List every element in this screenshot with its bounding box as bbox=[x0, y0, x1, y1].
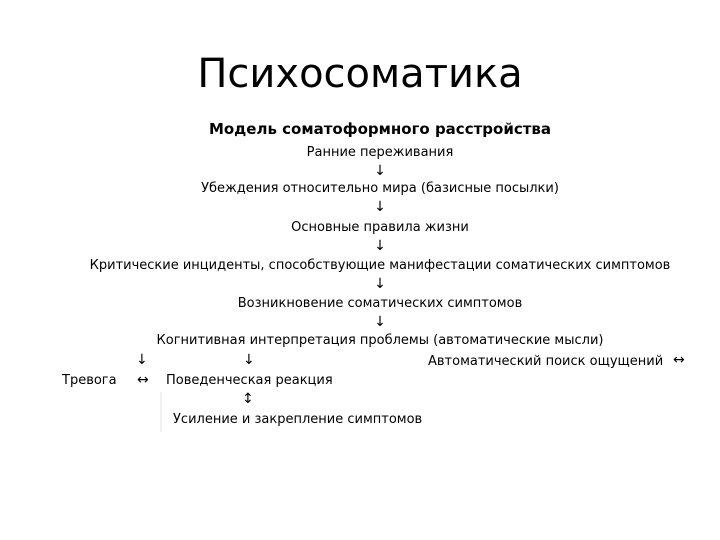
step-cognitive-interpretation: Когнитивная интерпретация проблемы (автоматические мысли) bbox=[156, 333, 604, 348]
anxiety-label: Тревога bbox=[62, 373, 117, 388]
arrow-down-5: ↓ bbox=[374, 314, 386, 330]
step-symptom-onset: Возникновение соматических симптомов bbox=[237, 296, 523, 311]
divider-line bbox=[160, 392, 162, 432]
arrow-down-to-anxiety: ↓ bbox=[136, 352, 148, 368]
automatic-sensation-search: Автоматический поиск ощущений bbox=[428, 354, 664, 369]
symptom-reinforcement: Усиление и закрепление симптомов bbox=[173, 412, 423, 427]
behavioral-reaction: Поведенческая реакция bbox=[166, 373, 333, 388]
step-life-rules: Основные правила жизни bbox=[291, 220, 469, 235]
arrow-down-to-behavior: ↓ bbox=[243, 352, 255, 368]
arrow-up-down: ↕ bbox=[242, 391, 254, 407]
arrow-down-4: ↓ bbox=[374, 276, 386, 292]
arrow-down-2: ↓ bbox=[374, 199, 386, 215]
slide-title: Психосоматика bbox=[197, 51, 523, 97]
arrow-bidirectional-anxiety-behavior: ↔ bbox=[137, 372, 149, 388]
arrow-down-1: ↓ bbox=[374, 163, 386, 179]
step-critical-incidents: Критические инциденты, способствующие манифестации соматических симптомов bbox=[89, 258, 671, 273]
diagram-subtitle: Модель соматоформного расстройства bbox=[208, 120, 552, 138]
step-early-experiences: Ранние переживания bbox=[306, 145, 454, 160]
arrow-bidirectional-right: ↔ bbox=[673, 352, 685, 368]
arrow-down-3: ↓ bbox=[374, 238, 386, 254]
step-beliefs: Убеждения относительно мира (базисные посылки) bbox=[201, 181, 559, 196]
